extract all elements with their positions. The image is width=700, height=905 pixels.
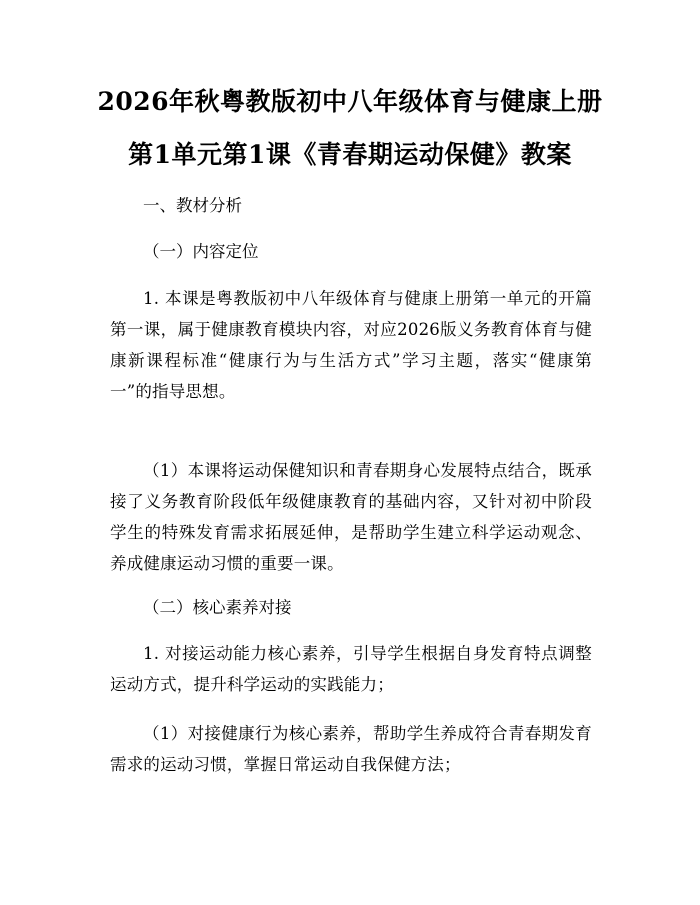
- section-heading-textbook-analysis: 一、教材分析: [143, 196, 242, 215]
- paragraph-course-positioning: 1. 本课是粤教版初中八年级体育与健康上册第一单元的开篇第一课，属于健康教育模块内容，对应2026版义务教育体育与健康新课程标准“健康行为与生活方式”学习主题，落实“健康第一”的指导思想。: [110, 289, 592, 401]
- document-title-line-2: 第1单元第1课《青春期运动保健》教案: [128, 140, 572, 169]
- paragraph-health-behavior: （1）对接健康行为核心素养，帮助学生养成符合青春期发育需求的运动习惯，掌握日常运动自我保健方法；: [110, 724, 592, 774]
- paragraph-motor-ability: 1. 对接运动能力核心素养，引导学生根据自身发育特点调整运动方式，提升科学运动的实践能力；: [110, 644, 592, 694]
- document-title-line-1: 2026年秋粤教版初中八年级体育与健康上册: [97, 87, 603, 116]
- subsection-heading-content-positioning: （一）内容定位: [143, 242, 259, 261]
- paragraph-course-integration: （1）本课将运动保健知识和青春期身心发展特点结合，既承接了义务教育阶段低年级健康教育的基础内容，又针对初中阶段学生的特殊发育需求拓展延伸，是帮助学生建立科学运动观念、养成健康运动习惯的重要一课。: [110, 461, 592, 573]
- subsection-heading-core-literacy: （二）核心素养对接: [143, 598, 292, 617]
